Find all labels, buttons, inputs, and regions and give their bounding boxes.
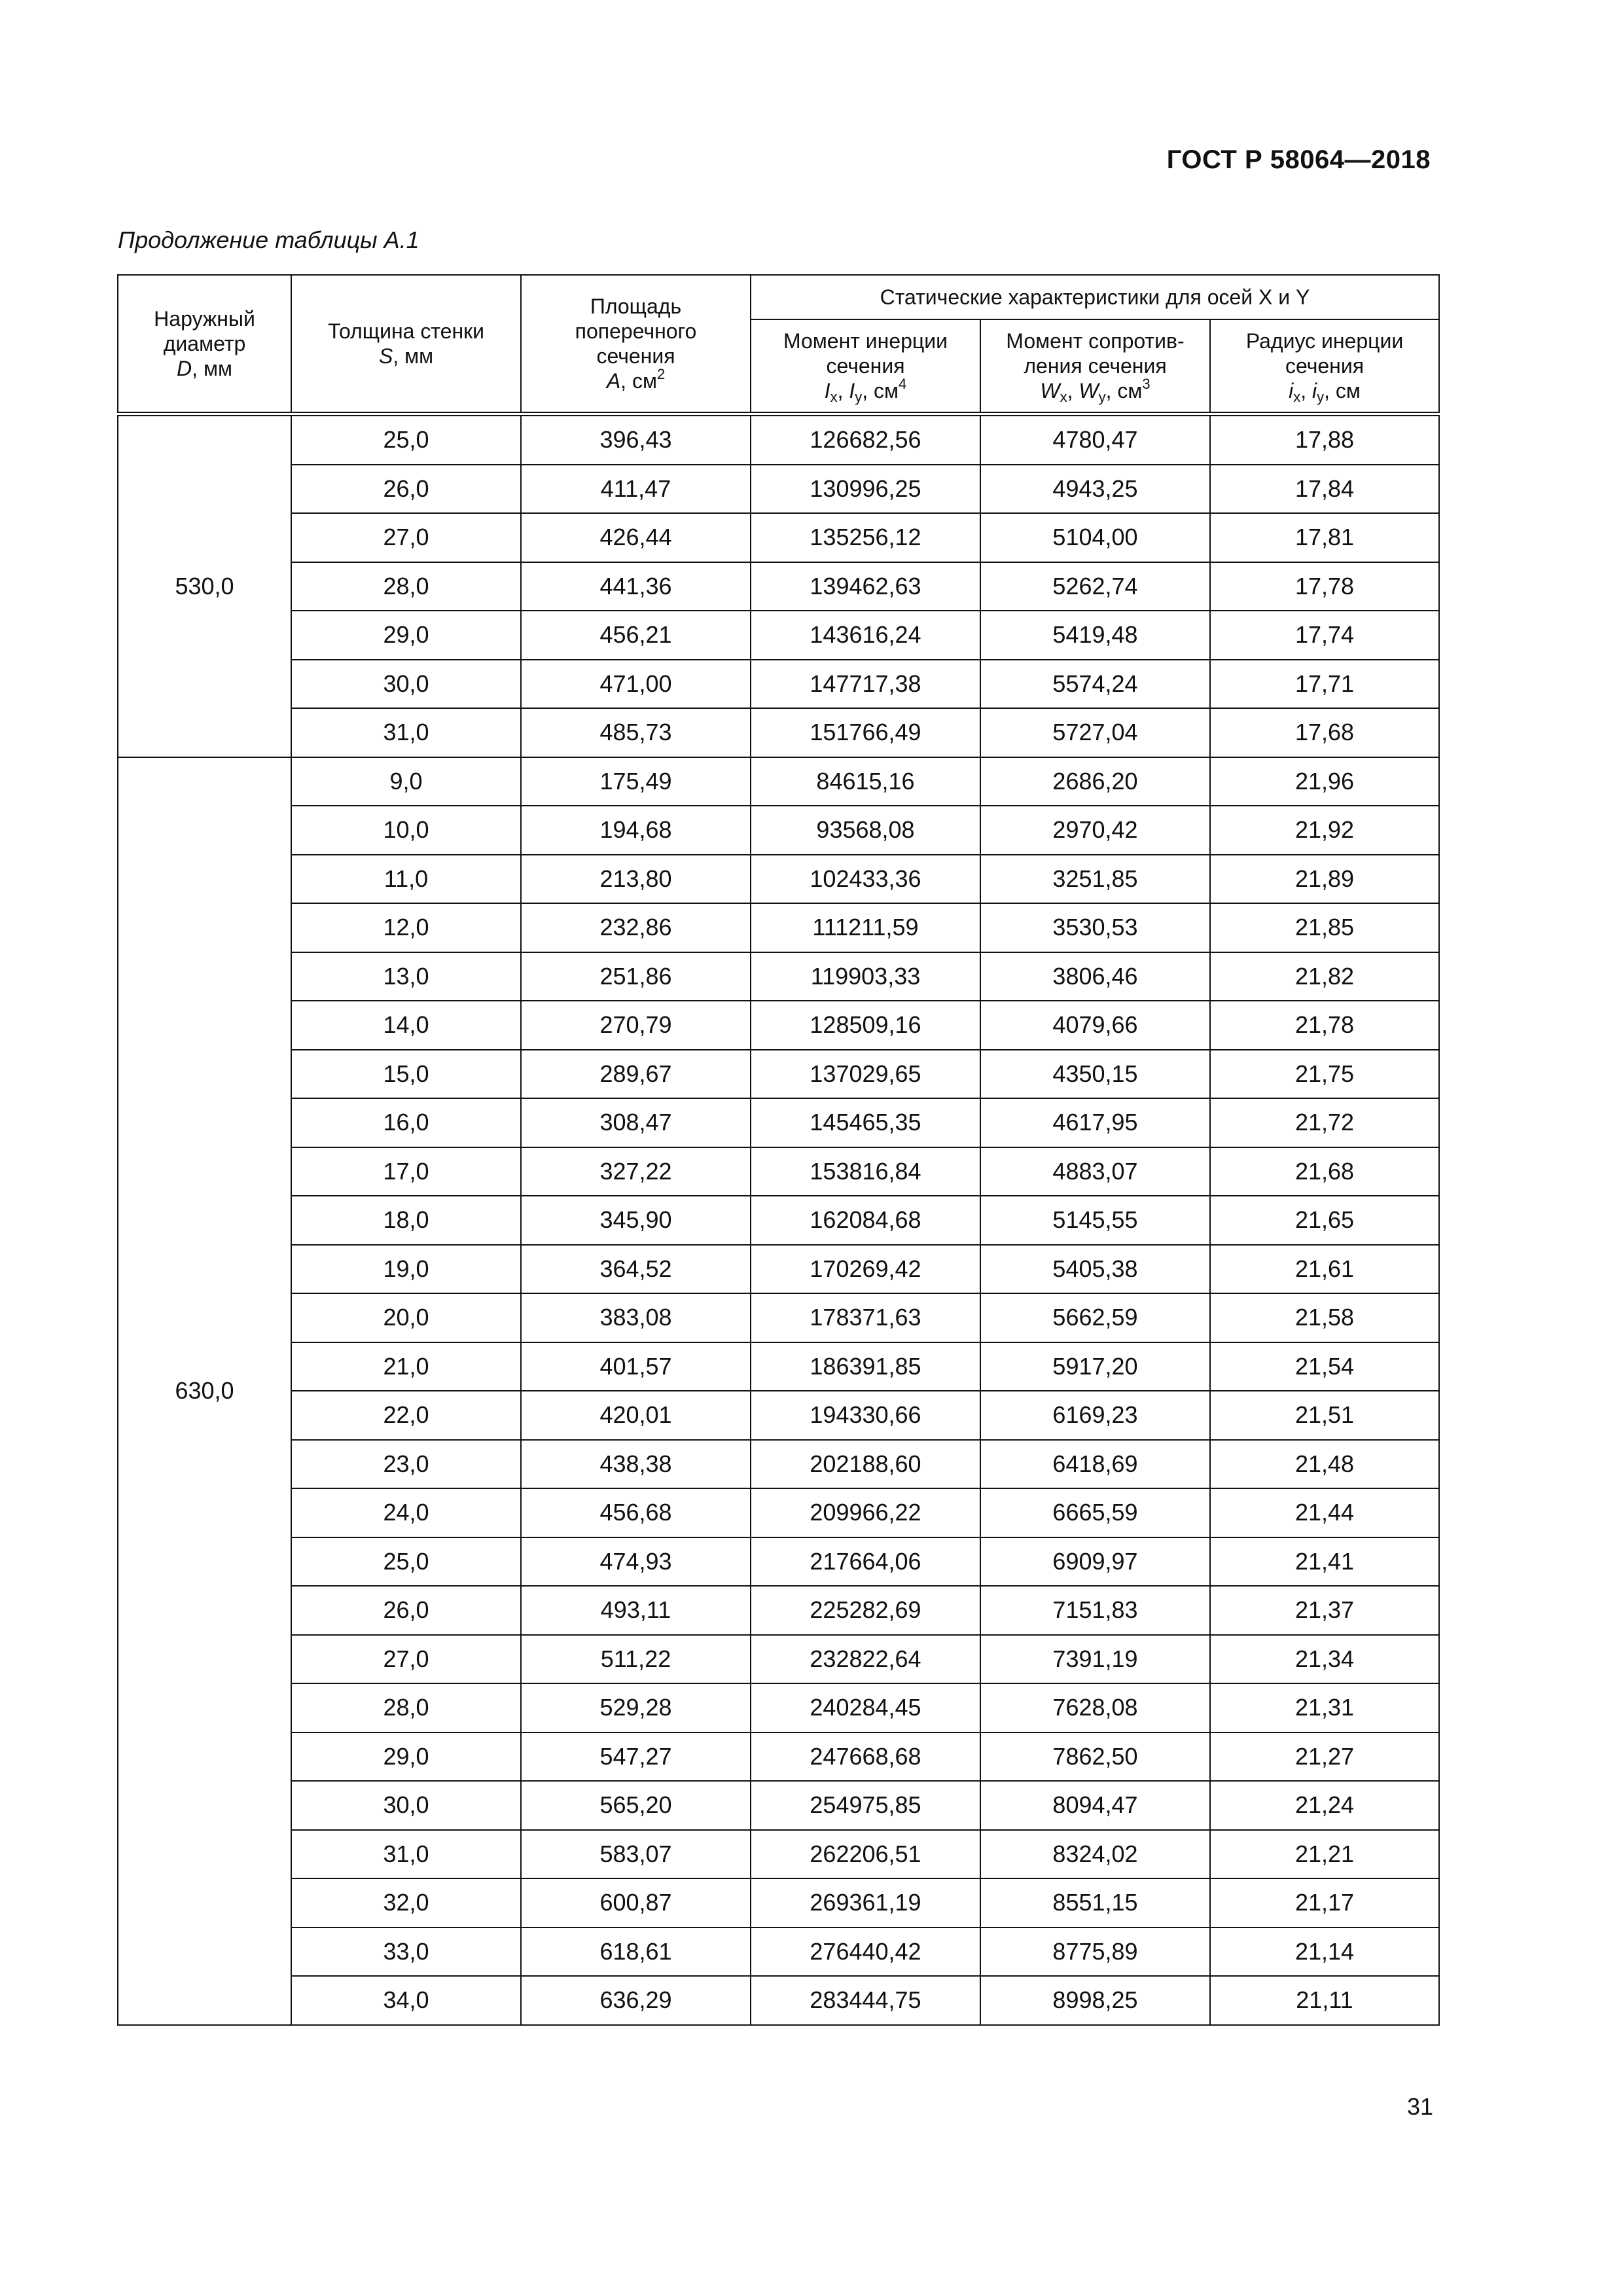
cell-area: 471,00	[521, 660, 751, 709]
cell-thickness: 30,0	[291, 660, 521, 709]
cell-resistance: 7862,50	[980, 1732, 1210, 1782]
table-row	[118, 1293, 1439, 1342]
table-row	[118, 903, 1439, 952]
cell-resistance: 5145,55	[980, 1196, 1210, 1245]
cell-radius: 17,81	[1210, 513, 1439, 562]
cell-thickness: 21,0	[291, 1342, 521, 1391]
cell-thickness: 17,0	[291, 1147, 521, 1196]
cell-resistance: 8775,89	[980, 1928, 1210, 1977]
cell-radius: 21,92	[1210, 806, 1439, 855]
cell-area: 583,07	[521, 1830, 751, 1879]
cell-radius: 21,44	[1210, 1488, 1439, 1537]
cell-radius: 21,68	[1210, 1147, 1439, 1196]
cell-radius: 21,54	[1210, 1342, 1439, 1391]
cell-radius: 21,85	[1210, 903, 1439, 952]
cell-inertia: 202188,60	[751, 1440, 980, 1489]
cell-thickness: 23,0	[291, 1440, 521, 1489]
cell-area: 565,20	[521, 1781, 751, 1830]
cell-thickness: 27,0	[291, 1635, 521, 1684]
col-header-resistance: Момент сопротив- ления сечения $W_x$, $W_y$, $см^3$	[980, 319, 1210, 414]
cell-thickness: 29,0	[291, 611, 521, 660]
cell-area: 456,21	[521, 611, 751, 660]
cell-area: 411,47	[521, 465, 751, 514]
cell-thickness: 14,0	[291, 1001, 521, 1050]
cell-resistance: 4883,07	[980, 1147, 1210, 1196]
cell-diameter: 530,0	[118, 414, 291, 757]
table-caption: Продолжение таблицы А.1	[118, 226, 419, 253]
table-row	[118, 1488, 1439, 1537]
cell-area: 485,73	[521, 708, 751, 757]
cell-thickness: 30,0	[291, 1781, 521, 1830]
cell-inertia: 162084,68	[751, 1196, 980, 1245]
cell-inertia: 170269,42	[751, 1245, 980, 1294]
cell-radius: 21,11	[1210, 1976, 1439, 2025]
col-header-static-group: Статические характеристики для осей X и Y	[751, 275, 1439, 319]
table-row	[118, 1440, 1439, 1489]
cell-inertia: 128509,16	[751, 1001, 980, 1050]
cell-resistance: 7628,08	[980, 1683, 1210, 1732]
cell-resistance: 6909,97	[980, 1537, 1210, 1587]
cell-inertia: 254975,85	[751, 1781, 980, 1830]
cell-area: 456,68	[521, 1488, 751, 1537]
cell-resistance: 3530,53	[980, 903, 1210, 952]
cell-radius: 21,31	[1210, 1683, 1439, 1732]
cell-thickness: 15,0	[291, 1050, 521, 1099]
cell-inertia: 151766,49	[751, 708, 980, 757]
cell-radius: 21,24	[1210, 1781, 1439, 1830]
cell-area: 270,79	[521, 1001, 751, 1050]
cell-thickness: 31,0	[291, 1830, 521, 1879]
cell-inertia: 139462,63	[751, 562, 980, 611]
table-row	[118, 1391, 1439, 1440]
cell-area: 251,86	[521, 952, 751, 1001]
cell-inertia: 119903,33	[751, 952, 980, 1001]
cell-thickness: 26,0	[291, 465, 521, 514]
cell-thickness: 12,0	[291, 903, 521, 952]
cell-thickness: 20,0	[291, 1293, 521, 1342]
cell-area: 493,11	[521, 1586, 751, 1635]
cell-radius: 21,37	[1210, 1586, 1439, 1635]
cell-thickness: 26,0	[291, 1586, 521, 1635]
cell-area: 441,36	[521, 562, 751, 611]
cell-inertia: 143616,24	[751, 611, 980, 660]
cell-radius: 21,21	[1210, 1830, 1439, 1879]
cell-radius: 21,51	[1210, 1391, 1439, 1440]
cell-resistance: 4079,66	[980, 1001, 1210, 1050]
cell-area: 636,29	[521, 1976, 751, 2025]
cell-radius: 17,71	[1210, 660, 1439, 709]
cell-diameter: 630,0	[118, 757, 291, 2025]
cell-thickness: 24,0	[291, 1488, 521, 1537]
table-row	[118, 1683, 1439, 1732]
cell-inertia: 178371,63	[751, 1293, 980, 1342]
cell-resistance: 5662,59	[980, 1293, 1210, 1342]
cell-radius: 21,65	[1210, 1196, 1439, 1245]
cell-radius: 21,61	[1210, 1245, 1439, 1294]
cell-resistance: 5104,00	[980, 513, 1210, 562]
table-row	[118, 1098, 1439, 1147]
cell-area: 474,93	[521, 1537, 751, 1587]
cell-resistance: 5917,20	[980, 1342, 1210, 1391]
table-row	[118, 1245, 1439, 1294]
cell-resistance: 5405,38	[980, 1245, 1210, 1294]
col-header-thickness: Толщина стенки S, мм	[291, 275, 521, 414]
cell-radius: 21,17	[1210, 1878, 1439, 1928]
table-row	[118, 1050, 1439, 1099]
cell-area: 396,43	[521, 414, 751, 465]
cell-radius: 21,27	[1210, 1732, 1439, 1782]
cell-radius: 17,68	[1210, 708, 1439, 757]
cell-thickness: 25,0	[291, 414, 521, 465]
cell-inertia: 186391,85	[751, 1342, 980, 1391]
cell-resistance: 4943,25	[980, 465, 1210, 514]
table-row	[118, 660, 1439, 709]
table-row	[118, 1635, 1439, 1684]
cell-resistance: 4350,15	[980, 1050, 1210, 1099]
cell-area: 213,80	[521, 855, 751, 904]
cell-resistance: 8998,25	[980, 1976, 1210, 2025]
cell-thickness: 25,0	[291, 1537, 521, 1587]
table-group-630	[118, 757, 1439, 2025]
table-row	[118, 1878, 1439, 1928]
table-row	[118, 1001, 1439, 1050]
cell-inertia: 194330,66	[751, 1391, 980, 1440]
cell-radius: 21,41	[1210, 1537, 1439, 1587]
cell-radius: 17,88	[1210, 414, 1439, 465]
cell-radius: 21,96	[1210, 757, 1439, 806]
cell-area: 618,61	[521, 1928, 751, 1977]
cell-area: 426,44	[521, 513, 751, 562]
cell-inertia: 93568,08	[751, 806, 980, 855]
cell-inertia: 145465,35	[751, 1098, 980, 1147]
cell-radius: 21,14	[1210, 1928, 1439, 1977]
cell-inertia: 269361,19	[751, 1878, 980, 1928]
table-group-530	[118, 414, 1439, 757]
cell-resistance: 5419,48	[980, 611, 1210, 660]
cell-radius: 17,74	[1210, 611, 1439, 660]
cell-area: 194,68	[521, 806, 751, 855]
cell-thickness: 18,0	[291, 1196, 521, 1245]
cell-thickness: 22,0	[291, 1391, 521, 1440]
cell-inertia: 240284,45	[751, 1683, 980, 1732]
cell-thickness: 31,0	[291, 708, 521, 757]
cell-area: 364,52	[521, 1245, 751, 1294]
table-row	[118, 414, 1439, 465]
cell-thickness: 28,0	[291, 1683, 521, 1732]
table-row	[118, 1537, 1439, 1587]
cell-thickness: 34,0	[291, 1976, 521, 2025]
cell-area: 511,22	[521, 1635, 751, 1684]
table-row	[118, 1147, 1439, 1196]
cell-thickness: 33,0	[291, 1928, 521, 1977]
cell-radius: 17,78	[1210, 562, 1439, 611]
col-header-area: Площадь поперечного сечения A, $см^2$	[521, 275, 751, 414]
cell-inertia: 217664,06	[751, 1537, 980, 1587]
cell-inertia: 283444,75	[751, 1976, 980, 2025]
table-row	[118, 562, 1439, 611]
cell-resistance: 4780,47	[980, 414, 1210, 465]
cell-inertia: 153816,84	[751, 1147, 980, 1196]
cell-radius: 21,89	[1210, 855, 1439, 904]
cell-resistance: 8094,47	[980, 1781, 1210, 1830]
cell-thickness: 9,0	[291, 757, 521, 806]
cell-resistance: 6418,69	[980, 1440, 1210, 1489]
cell-area: 308,47	[521, 1098, 751, 1147]
cell-inertia: 147717,38	[751, 660, 980, 709]
table-row	[118, 1342, 1439, 1391]
table-row	[118, 952, 1439, 1001]
cell-thickness: 27,0	[291, 513, 521, 562]
table-row	[118, 1781, 1439, 1830]
cell-radius: 21,58	[1210, 1293, 1439, 1342]
page-number: 31	[1406, 2093, 1433, 2120]
cell-thickness: 13,0	[291, 952, 521, 1001]
cell-radius: 17,84	[1210, 465, 1439, 514]
cell-resistance: 5574,24	[980, 660, 1210, 709]
cell-resistance: 4617,95	[980, 1098, 1210, 1147]
cell-inertia: 232822,64	[751, 1635, 980, 1684]
cell-area: 401,57	[521, 1342, 751, 1391]
cell-thickness: 32,0	[291, 1878, 521, 1928]
cell-thickness: 28,0	[291, 562, 521, 611]
cell-resistance: 3251,85	[980, 855, 1210, 904]
cell-resistance: 7151,83	[980, 1586, 1210, 1635]
cell-resistance: 6665,59	[980, 1488, 1210, 1537]
cell-area: 420,01	[521, 1391, 751, 1440]
col-header-diameter: Наружный диаметр D, мм	[118, 275, 291, 414]
cell-area: 327,22	[521, 1147, 751, 1196]
cell-area: 232,86	[521, 903, 751, 952]
cell-radius: 21,34	[1210, 1635, 1439, 1684]
col-header-inertia: Момент инерции сечения $I_x$, $I_y$, $см^4$	[751, 319, 980, 414]
cell-area: 529,28	[521, 1683, 751, 1732]
cell-area: 383,08	[521, 1293, 751, 1342]
cell-inertia: 102433,36	[751, 855, 980, 904]
cell-resistance: 8551,15	[980, 1878, 1210, 1928]
cell-radius: 21,75	[1210, 1050, 1439, 1099]
table-row	[118, 757, 1439, 806]
cell-thickness: 19,0	[291, 1245, 521, 1294]
cell-inertia: 84615,16	[751, 757, 980, 806]
cell-area: 600,87	[521, 1878, 751, 1928]
document-code: ГОСТ Р 58064—2018	[1166, 145, 1431, 174]
cell-inertia: 126682,56	[751, 414, 980, 465]
cell-inertia: 130996,25	[751, 465, 980, 514]
cell-thickness: 29,0	[291, 1732, 521, 1782]
table-row	[118, 1928, 1439, 1977]
cell-area: 175,49	[521, 757, 751, 806]
properties-table	[117, 274, 1440, 2026]
cell-area: 547,27	[521, 1732, 751, 1782]
cell-radius: 21,78	[1210, 1001, 1439, 1050]
cell-resistance: 8324,02	[980, 1830, 1210, 1879]
table-row	[118, 1976, 1439, 2025]
cell-radius: 21,48	[1210, 1440, 1439, 1489]
cell-inertia: 209966,22	[751, 1488, 980, 1537]
table-row	[118, 465, 1439, 514]
cell-inertia: 276440,42	[751, 1928, 980, 1977]
table-row	[118, 855, 1439, 904]
cell-resistance: 5262,74	[980, 562, 1210, 611]
cell-inertia: 225282,69	[751, 1586, 980, 1635]
cell-area: 345,90	[521, 1196, 751, 1245]
cell-resistance: 5727,04	[980, 708, 1210, 757]
table-row	[118, 1830, 1439, 1879]
cell-inertia: 111211,59	[751, 903, 980, 952]
cell-inertia: 137029,65	[751, 1050, 980, 1099]
cell-radius: 21,72	[1210, 1098, 1439, 1147]
cell-area: 289,67	[521, 1050, 751, 1099]
table-row	[118, 806, 1439, 855]
cell-inertia: 135256,12	[751, 513, 980, 562]
table-row	[118, 1732, 1439, 1782]
table-row	[118, 513, 1439, 562]
cell-thickness: 11,0	[291, 855, 521, 904]
table-row	[118, 708, 1439, 757]
cell-resistance: 3806,46	[980, 952, 1210, 1001]
cell-area: 438,38	[521, 1440, 751, 1489]
cell-inertia: 247668,68	[751, 1732, 980, 1782]
col-header-radius: Радиус инерции сечения $i_x$, $i_y$, см	[1210, 319, 1439, 414]
cell-resistance: 6169,23	[980, 1391, 1210, 1440]
table-row	[118, 1196, 1439, 1245]
cell-radius: 21,82	[1210, 952, 1439, 1001]
cell-resistance: 2970,42	[980, 806, 1210, 855]
cell-inertia: 262206,51	[751, 1830, 980, 1879]
table-row	[118, 611, 1439, 660]
cell-thickness: 10,0	[291, 806, 521, 855]
cell-thickness: 16,0	[291, 1098, 521, 1147]
cell-resistance: 7391,19	[980, 1635, 1210, 1684]
cell-resistance: 2686,20	[980, 757, 1210, 806]
table-row	[118, 1586, 1439, 1635]
